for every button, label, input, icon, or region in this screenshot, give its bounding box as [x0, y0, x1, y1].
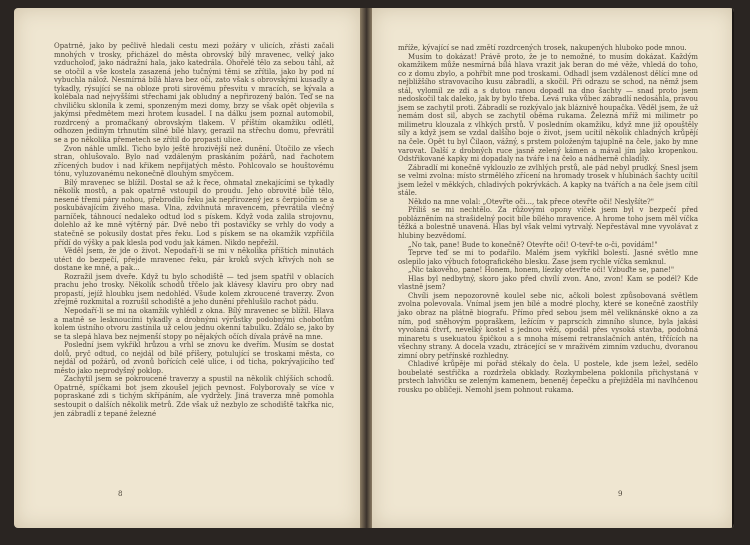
- paragraph: Musím to dokázat! Právě proto, že je to nemožné, to musím dokázat. Každým okamžikem může nesmírná bílá hlava vrazit jak beran do mé věže, vhledá do toho, co z domu zbylo, a pohřbít mne pod troskami. Odhadl jsem vzdálenost dělící mne od nejbližšího stravovacího kusu zábradlí, a skočil. Při odrazu se schod, na němž jsem stál, vylomil ze zdi a s dutou ranou dopadl na dno šachty — snad proto jsem nedoskočil tak daleko, jak by bylo třeba. Levá ruka vůbec zábradlí nedosáhla, pravou jsem se zachytil proti. Zábradlí se rozkývalo jak bláznivě houpačka. Věděl jsem, že už nemám dost sil, abych se zachytil oběma rukama. Železná mříž mi milimetr po milimetru klouzala z vlhkých prstů. V posledním okamžiku, když mne již opouštěly síly a když jsem se vzdal dalšího boje o život, jsem ucítil několik chladných krůpějí na čele. Opět tu byl Čilaon, vážný, s prstem položeným tajuplně na čele, jako by mne varovat. Další z drobných ruce jasně zelený kámen a mával jím jako kropenkou. Odstřikované kapky mi dopadaly na tváře i na čelo a nádherně chladily.: [398, 52, 698, 164]
- paragraph: Zachytil jsem se pokroucené traverzy a spustil na několik chlýších schodů. Opatrně, spíčkami bot jsem zkoušel jejich pevnost. Folyborovaly se více v popraskané zdi s tichým skřípáním, ale vydržely. Jiná traverza mně pomohla sestoupit o dalších několik metrů. Zde však už nezbylo ze schodiště takřka nic, jen zábradlí z tepané železné: [54, 375, 334, 418]
- paragraph: Opatrně, jako by pečlivě hledali cestu mezi požáry v ulicích, zřásti začali mnohých v trosky, přicházel do města obrovský bílý mravenec, velký jako vzducholoď, jako nádražní hala, jako katedrála. Ohořelé tělo za sebou táhl, až se otočil a vše kostela zasazená jeho tučnými těmi se zřítila, jako by pod ní vybuchla nálož. Nesmírná bílá hlava bez očí, zato však s obrovskými kusadly a tykadly, rýsující se na obloze proti sirovému přesvitu v mracích, se kývala a kolébala nad nejvyššími střechami jak obludný a nepřirozený balón. Teď se na chviličku skloníla k zemi, sponzeným mezi domy, brzy se však opět objevila s jakýmsi předmětem mezi hrotem kusadel. I na dálku jsem poznal automobil, rozdrcený a promačkaný obrovským tlakem. V příštím okamžiku odlétl, odhozen jediným trhnutím silné bílé hlavy, gerazil na střechu domu, převrátil se a po několika přemetech se zřítil do propasti ulice.: [54, 42, 334, 145]
- paragraph: Chvíli jsem nepozorovně koulel sebe nic, ačkoli bolest způsobovaná světlem zvolna polevovala. Vnímal jsem jen bílé a modré plochy, které se konečně zaostřily jako obraz na plátně biografu. Přímo před sebou jsem měl veliknánské okno a za ním, pod sněhovým popraškem, ležícím v paprscích zimního slunce, byla jakási vyvolaná čtvrť, nevelký kostel s jednou věží, opodál přes vysoká stavba, podobná minaretu s usekuatou špičkou a s mnoha mísemi retranslačních antén, třčících na všechny strany. A docela vzadu, ztrácející se v mraživém zimním vzduchu, dvoranou zimní obry petřínské rozhledny.: [398, 291, 698, 360]
- paragraph: Poslední jsem vykřikl hrůzou a vrhl se znovu ke dveřím. Musím se dostat dolů, pryč odtud, co nejdál od bílé příšery, potulující se troskami města, co nejdál od požárů, od zvonů bořících celé ulice, i od ticha, pokrývajícího teď město jako neprodyšný poklop.: [54, 341, 334, 375]
- paragraph: Věděl jsem, že jde o život. Nepodaří-li se mi v několika příštích minutách utéct do bezpečí, přejde mravenec řeku, pár kroků svých křivých noh se dostane ke mně, a pak...: [54, 247, 334, 273]
- page-number: 9: [618, 490, 623, 498]
- paragraph: Nepodaří-li se mi na okamžik vyhlédl z okna. Bílý mravenec se blížil. Hlava a matně se lesknoucími tykadly a drobnými výrůstky podobnými chobotům kolem ústního otvoru zastínila už celou jednu okenní tabulku. Zdálo se, jako by se ta slepá hlava bez nejmenší stopy po nějakých očích dívala právě na mne.: [54, 306, 334, 341]
- paragraph: „Nic takového, pane! Honem, honem, líezky otevřte oči! Vzbuďte se, pane!": [408, 266, 675, 275]
- paragraph: Někdo na mne volal: „Otevřte oči..., tak přece otevřte oči! Neslyšíte?": [408, 197, 654, 206]
- page-edge: [732, 8, 734, 528]
- paragraph: Bílý mravenec se blížil. Dostal se až k řece, ohmatal znekajícími se tykadly několik mostů, a pak opatrně vstoupil do proudu. Jeho obrovité bílé tělo, nesené třemi páry nohou, přebrodilo řeku jak nepřirozený jez s čerpiočím se a poskubávajícím živého masa. Vlna, zdvihnutá mravencem, převrátila vlečný parníček, táhnoucí nedaleko odtud lod s pískem. Když voda zalila strojovnu, dolehlo až ke mně výtěrný pár. Dvě nebo tři postavičky se vrhly do vody a statečně se pokusily dostat přes řeku. Lod s pískem se na okamžik vzpříčila přídí do výšky a pak klesla pod vodu jak kámen. Nikdo nepřežil.: [54, 178, 334, 247]
- book-gutter: [360, 8, 372, 528]
- paragraph: Chladivé krůpěje mi pořád stékaly do čela. U postele, kde jsem ležel, sedělo boubelaté sestřička a rozdržela obklady. Rozkymbelena poklonila přichystaná v prstech lahvičku se zeleným kamenem, beneněj čepečku a přejižděla mi navlhčenou rousku po obličeji. Nemohl jsem pohnout rukama.: [398, 360, 698, 394]
- paragraph: Teprve teď se mi to podařilo. Malém jsem vykřikl bolestí. Jasné světlo mne oslepilo jako výbuch fotografického blesku. Zase jsem rychle víčka semknul.: [398, 249, 698, 266]
- right-page-text: [398, 44, 698, 394]
- paragraph: „No tak, pane! Bude to konečně? Otevřte oči! O-tevř-te o-či, povídám!": [408, 240, 658, 249]
- paragraph: Rozražil jsem dveře. Když tu bylo schodiště — ted jsem spatřil v oblacích prachu jeho trosky. Několik schodů třčelo jak klávesy klavíru pro obry nad propastí, jejíž hloubku jsem nedohléd. Všude kolem zkroucené traverzy. Zvon zřejmě rozkmital a rozrušil schodiště a jeho dunění přehlušilo rachot pádu.: [54, 272, 334, 307]
- left-page: [14, 8, 360, 528]
- paragraph: Hlas byl nedbytný, skoro jako před chvílí zvon. Ano, zvon! Kam se podél? Kde vlastně jsem?: [398, 274, 698, 292]
- left-page-text: [54, 42, 334, 418]
- paragraph: Zvon náhle umlkl. Ticho bylo ještě hrozivější než dunění. Útočilo ze všech stran, ohlušovalo. Bylo nad vzdáleným praskáním požárů, nad řachotem zřícených budov i nad křikem nepřijatých město. Pohlcovalo se houštovému tónu, vyluzovanému nekonečně dlouhým smyčcem.: [54, 144, 334, 179]
- right-page: [372, 8, 734, 528]
- page-number: 8: [118, 490, 123, 498]
- paragraph: Zábradlí mi konečně vyklouzlo ze zvlhlých prstů, ale pád nebyl prudký. Snesl jsem se velmi zvolna: místo strmělého zřícení na hromady trosek v hlubinách šachty ucítil jsem ležel v měkkých, chladivých pokrývkách. A kapky na tvářích a na čele jsem cítil stále.: [398, 163, 698, 198]
- paragraph: mříže, kývající se nad změtí rozdrcených trosek, nakupených hluboko pode mnou.: [398, 44, 687, 52]
- paragraph: Příliš se mi nechtělo. Za růžovými opony víček jsem byl v bezpečí před poblázněním na strašidelný pocit bíle bílého mravence. A hrome toho jsem měl víčka těžká a bolestně unavená. Hlas byl však velmi vytrvalý. Nepřestával mne vyvolávat z hlubiny bezvědomí.: [398, 206, 698, 241]
